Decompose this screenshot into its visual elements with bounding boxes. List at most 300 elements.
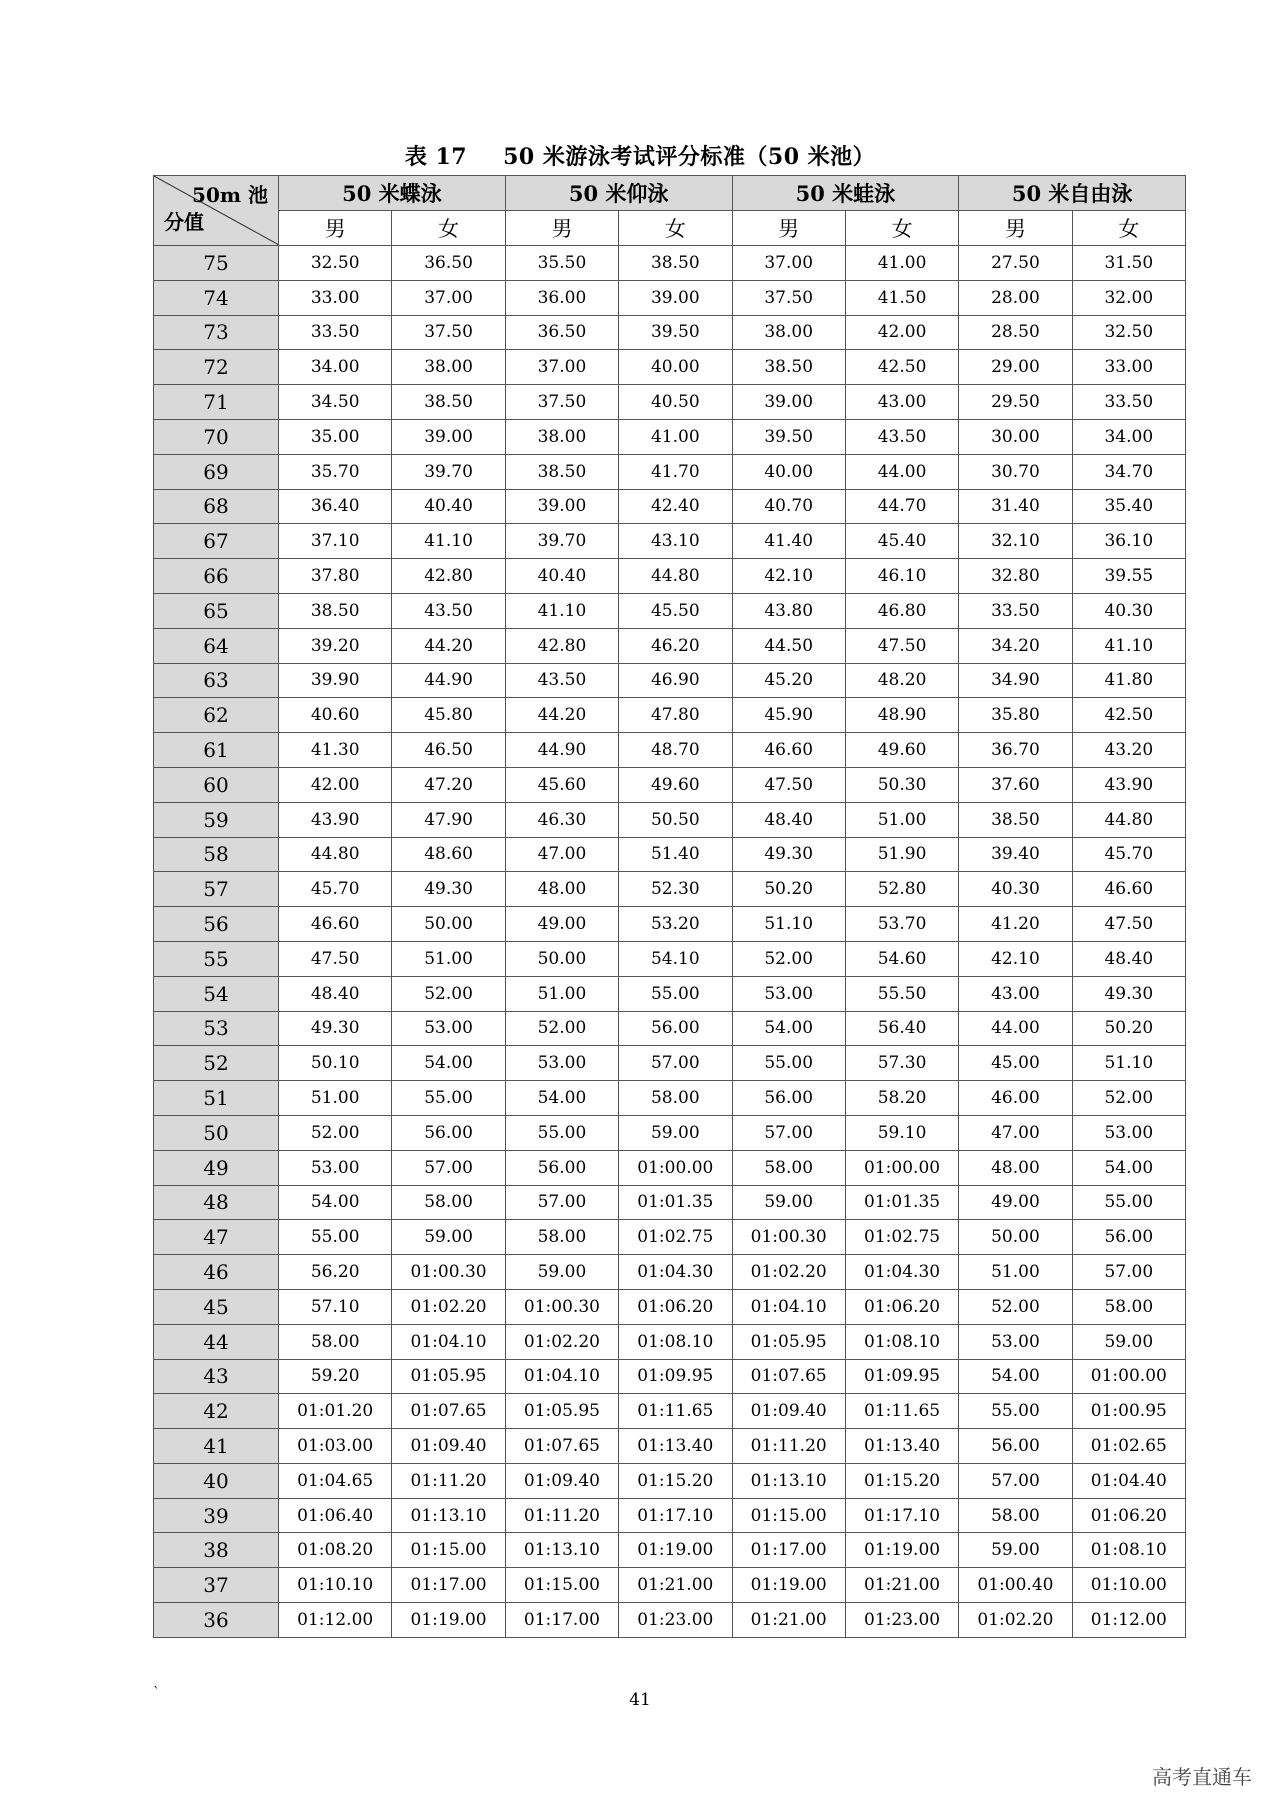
- score-cell: 44: [154, 1324, 279, 1359]
- time-cell: 44.20: [505, 698, 618, 733]
- time-cell: 01:17.00: [392, 1568, 505, 1603]
- time-cell: 54.00: [1072, 1150, 1185, 1185]
- time-cell: 32.50: [279, 246, 392, 281]
- time-cell: 01:11.20: [505, 1498, 618, 1533]
- time-cell: 30.00: [959, 419, 1072, 454]
- time-cell: 52.30: [619, 872, 732, 907]
- time-cell: 48.90: [845, 698, 958, 733]
- time-cell: 47.80: [619, 698, 732, 733]
- time-cell: 43.90: [279, 802, 392, 837]
- time-cell: 01:11.65: [619, 1394, 732, 1429]
- time-cell: 43.00: [845, 385, 958, 420]
- time-cell: 57.00: [732, 1115, 845, 1150]
- time-cell: 45.70: [279, 872, 392, 907]
- time-cell: 42.80: [505, 628, 618, 663]
- table-row: [154, 663, 1186, 698]
- time-cell: 39.00: [392, 419, 505, 454]
- time-cell: 36.40: [279, 489, 392, 524]
- time-cell: 01:04.30: [619, 1255, 732, 1290]
- scoring-table: [153, 175, 1186, 1638]
- time-cell: 56.00: [959, 1429, 1072, 1464]
- time-cell: 01:13.10: [732, 1463, 845, 1498]
- time-cell: 01:02.75: [845, 1220, 958, 1255]
- table-row: [154, 1046, 1186, 1081]
- time-cell: 01:03.00: [279, 1429, 392, 1464]
- time-cell: 32.10: [959, 524, 1072, 559]
- time-cell: 37.80: [279, 559, 392, 594]
- time-cell: 34.20: [959, 628, 1072, 663]
- score-cell: 65: [154, 593, 279, 628]
- score-cell: 42: [154, 1394, 279, 1429]
- score-cell: 56: [154, 907, 279, 942]
- time-cell: 01:01.35: [619, 1185, 732, 1220]
- time-cell: 48.70: [619, 733, 732, 768]
- time-cell: 43.00: [959, 976, 1072, 1011]
- time-cell: 50.10: [279, 1046, 392, 1081]
- time-cell: 51.00: [845, 802, 958, 837]
- time-cell: 58.00: [505, 1220, 618, 1255]
- table-row: [154, 1150, 1186, 1185]
- time-cell: 40.30: [959, 872, 1072, 907]
- group-breaststroke: 50 米蛙泳: [732, 176, 959, 211]
- time-cell: 35.00: [279, 419, 392, 454]
- time-cell: 43.90: [1072, 767, 1185, 802]
- table-row: [154, 1185, 1186, 1220]
- table-row: [154, 280, 1186, 315]
- header-row-groups: [154, 176, 1186, 211]
- time-cell: 40.70: [732, 489, 845, 524]
- time-cell: 54.00: [959, 1359, 1072, 1394]
- time-cell: 57.30: [845, 1046, 958, 1081]
- time-cell: 37.10: [279, 524, 392, 559]
- score-cell: 41: [154, 1429, 279, 1464]
- time-cell: 44.00: [959, 1011, 1072, 1046]
- time-cell: 01:09.95: [845, 1359, 958, 1394]
- time-cell: 55.00: [732, 1046, 845, 1081]
- time-cell: 38.00: [392, 350, 505, 385]
- time-cell: 01:10.00: [1072, 1568, 1185, 1603]
- time-cell: 01:02.65: [1072, 1429, 1185, 1464]
- time-cell: 56.00: [732, 1081, 845, 1116]
- time-cell: 41.20: [959, 907, 1072, 942]
- score-cell: 36: [154, 1603, 279, 1638]
- footer-mark: `: [153, 1685, 160, 1701]
- time-cell: 36.50: [505, 315, 618, 350]
- time-cell: 01:19.00: [845, 1533, 958, 1568]
- time-cell: 52.00: [732, 941, 845, 976]
- time-cell: 44.70: [845, 489, 958, 524]
- time-cell: 46.60: [279, 907, 392, 942]
- time-cell: 29.50: [959, 385, 1072, 420]
- time-cell: 01:15.00: [392, 1533, 505, 1568]
- watermark: 高考直通车: [1152, 1765, 1252, 1789]
- time-cell: 41.30: [279, 733, 392, 768]
- time-cell: 57.10: [279, 1289, 392, 1324]
- table-row: [154, 350, 1186, 385]
- time-cell: 50.00: [959, 1220, 1072, 1255]
- time-cell: 41.10: [505, 593, 618, 628]
- time-cell: 42.50: [1072, 698, 1185, 733]
- time-cell: 01:11.20: [732, 1429, 845, 1464]
- time-cell: 39.00: [505, 489, 618, 524]
- time-cell: 37.60: [959, 767, 1072, 802]
- time-cell: 59.00: [392, 1220, 505, 1255]
- table-row: [154, 315, 1186, 350]
- time-cell: 01:10.10: [279, 1568, 392, 1603]
- table-row: [154, 1220, 1186, 1255]
- time-cell: 01:00.00: [619, 1150, 732, 1185]
- time-cell: 55.00: [279, 1220, 392, 1255]
- time-cell: 52.00: [505, 1011, 618, 1046]
- time-cell: 01:05.95: [732, 1324, 845, 1359]
- table-row: [154, 733, 1186, 768]
- time-cell: 01:00.00: [1072, 1359, 1185, 1394]
- time-cell: 44.90: [392, 663, 505, 698]
- sex-header: 男: [279, 211, 392, 246]
- header-row-sex: [154, 211, 1186, 246]
- time-cell: 39.40: [959, 837, 1072, 872]
- time-cell: 01:17.00: [732, 1533, 845, 1568]
- time-cell: 01:13.40: [845, 1429, 958, 1464]
- table-title: [0, 140, 1280, 171]
- time-cell: 51.00: [279, 1081, 392, 1116]
- time-cell: 28.50: [959, 315, 1072, 350]
- time-cell: 34.00: [1072, 419, 1185, 454]
- time-cell: 37.00: [732, 246, 845, 281]
- sex-header: 女: [619, 211, 732, 246]
- table-row: [154, 1255, 1186, 1290]
- time-cell: 40.40: [505, 559, 618, 594]
- table-row: [154, 593, 1186, 628]
- time-cell: 45.20: [732, 663, 845, 698]
- time-cell: 40.00: [732, 454, 845, 489]
- time-cell: 01:00.00: [845, 1150, 958, 1185]
- table-row: [154, 698, 1186, 733]
- time-cell: 59.00: [1072, 1324, 1185, 1359]
- time-cell: 38.50: [505, 454, 618, 489]
- time-cell: 41.70: [619, 454, 732, 489]
- time-cell: 38.50: [392, 385, 505, 420]
- score-cell: 47: [154, 1220, 279, 1255]
- time-cell: 45.00: [959, 1046, 1072, 1081]
- time-cell: 01:09.40: [732, 1394, 845, 1429]
- table-row: [154, 802, 1186, 837]
- table-row: [154, 1568, 1186, 1603]
- table-row: [154, 872, 1186, 907]
- time-cell: 01:23.00: [619, 1603, 732, 1638]
- time-cell: 50.20: [732, 872, 845, 907]
- time-cell: 59.20: [279, 1359, 392, 1394]
- time-cell: 33.50: [1072, 385, 1185, 420]
- time-cell: 46.20: [619, 628, 732, 663]
- time-cell: 52.00: [959, 1289, 1072, 1324]
- time-cell: 44.80: [279, 837, 392, 872]
- time-cell: 42.80: [392, 559, 505, 594]
- time-cell: 45.50: [619, 593, 732, 628]
- sex-header: 女: [845, 211, 958, 246]
- time-cell: 01:05.95: [392, 1359, 505, 1394]
- time-cell: 01:21.00: [619, 1568, 732, 1603]
- time-cell: 56.00: [505, 1150, 618, 1185]
- score-cell: 72: [154, 350, 279, 385]
- time-cell: 32.80: [959, 559, 1072, 594]
- table-row: [154, 1359, 1186, 1394]
- time-cell: 35.80: [959, 698, 1072, 733]
- time-cell: 01:15.20: [619, 1463, 732, 1498]
- time-cell: 01:15.00: [732, 1498, 845, 1533]
- time-cell: 47.50: [1072, 907, 1185, 942]
- score-cell: 58: [154, 837, 279, 872]
- time-cell: 29.00: [959, 350, 1072, 385]
- time-cell: 41.40: [732, 524, 845, 559]
- time-cell: 59.00: [619, 1115, 732, 1150]
- time-cell: 48.40: [1072, 941, 1185, 976]
- time-cell: 49.30: [1072, 976, 1185, 1011]
- time-cell: 42.10: [959, 941, 1072, 976]
- time-cell: 01:04.65: [279, 1463, 392, 1498]
- time-cell: 36.00: [505, 280, 618, 315]
- time-cell: 34.70: [1072, 454, 1185, 489]
- time-cell: 31.50: [1072, 246, 1185, 281]
- time-cell: 58.00: [392, 1185, 505, 1220]
- time-cell: 01:13.10: [392, 1498, 505, 1533]
- time-cell: 01:09.40: [392, 1429, 505, 1464]
- time-cell: 53.70: [845, 907, 958, 942]
- score-cell: 68: [154, 489, 279, 524]
- time-cell: 51.10: [732, 907, 845, 942]
- time-cell: 48.40: [279, 976, 392, 1011]
- time-cell: 01:19.00: [619, 1533, 732, 1568]
- score-cell: 52: [154, 1046, 279, 1081]
- time-cell: 01:08.10: [1072, 1533, 1185, 1568]
- time-cell: 51.10: [1072, 1046, 1185, 1081]
- time-cell: 37.50: [505, 385, 618, 420]
- time-cell: 43.20: [1072, 733, 1185, 768]
- time-cell: 43.50: [392, 593, 505, 628]
- time-cell: 01:06.40: [279, 1498, 392, 1533]
- time-cell: 46.10: [845, 559, 958, 594]
- time-cell: 40.50: [619, 385, 732, 420]
- time-cell: 57.00: [619, 1046, 732, 1081]
- time-cell: 40.40: [392, 489, 505, 524]
- score-cell: 45: [154, 1289, 279, 1324]
- score-cell: 50: [154, 1115, 279, 1150]
- time-cell: 48.00: [505, 872, 618, 907]
- score-cell: 55: [154, 941, 279, 976]
- time-cell: 35.50: [505, 246, 618, 281]
- time-cell: 53.00: [392, 1011, 505, 1046]
- time-cell: 52.00: [279, 1115, 392, 1150]
- table-row: [154, 976, 1186, 1011]
- time-cell: 59.00: [732, 1185, 845, 1220]
- time-cell: 38.50: [732, 350, 845, 385]
- time-cell: 53.00: [279, 1150, 392, 1185]
- time-cell: 42.00: [279, 767, 392, 802]
- time-cell: 55.00: [1072, 1185, 1185, 1220]
- time-cell: 35.70: [279, 454, 392, 489]
- time-cell: 49.00: [959, 1185, 1072, 1220]
- sex-header: 女: [392, 211, 505, 246]
- time-cell: 51.00: [392, 941, 505, 976]
- sex-header: 男: [505, 211, 618, 246]
- time-cell: 47.50: [845, 628, 958, 663]
- time-cell: 30.70: [959, 454, 1072, 489]
- time-cell: 01:17.00: [505, 1603, 618, 1638]
- time-cell: 58.20: [845, 1081, 958, 1116]
- time-cell: 34.50: [279, 385, 392, 420]
- time-cell: 58.00: [959, 1498, 1072, 1533]
- time-cell: 54.00: [732, 1011, 845, 1046]
- time-cell: 01:17.10: [845, 1498, 958, 1533]
- time-cell: 49.00: [505, 907, 618, 942]
- time-cell: 38.50: [959, 802, 1072, 837]
- time-cell: 54.00: [505, 1081, 618, 1116]
- time-cell: 55.00: [392, 1081, 505, 1116]
- time-cell: 01:02.20: [392, 1289, 505, 1324]
- time-cell: 47.20: [392, 767, 505, 802]
- score-cell: 43: [154, 1359, 279, 1394]
- time-cell: 01:19.00: [392, 1603, 505, 1638]
- time-cell: 01:11.65: [845, 1394, 958, 1429]
- time-cell: 43.10: [619, 524, 732, 559]
- time-cell: 47.50: [279, 941, 392, 976]
- time-cell: 01:00.30: [392, 1255, 505, 1290]
- time-cell: 01:21.00: [845, 1568, 958, 1603]
- time-cell: 46.60: [1072, 872, 1185, 907]
- time-cell: 51.90: [845, 837, 958, 872]
- time-cell: 56.20: [279, 1255, 392, 1290]
- corner-pool-label: 50m 池: [192, 183, 268, 207]
- time-cell: 48.60: [392, 837, 505, 872]
- time-cell: 38.50: [279, 593, 392, 628]
- time-cell: 01:07.65: [392, 1394, 505, 1429]
- time-cell: 56.00: [1072, 1220, 1185, 1255]
- time-cell: 50.00: [392, 907, 505, 942]
- time-cell: 59.00: [959, 1533, 1072, 1568]
- time-cell: 01:00.30: [732, 1220, 845, 1255]
- time-cell: 41.10: [392, 524, 505, 559]
- time-cell: 53.20: [619, 907, 732, 942]
- table-row: [154, 941, 1186, 976]
- time-cell: 57.00: [392, 1150, 505, 1185]
- time-cell: 42.10: [732, 559, 845, 594]
- time-cell: 49.60: [845, 733, 958, 768]
- time-cell: 01:19.00: [732, 1568, 845, 1603]
- time-cell: 37.00: [505, 350, 618, 385]
- time-cell: 53.00: [732, 976, 845, 1011]
- time-cell: 53.00: [505, 1046, 618, 1081]
- time-cell: 44.00: [845, 454, 958, 489]
- table-row: [154, 1011, 1186, 1046]
- time-cell: 37.50: [392, 315, 505, 350]
- time-cell: 01:04.10: [392, 1324, 505, 1359]
- score-cell: 57: [154, 872, 279, 907]
- time-cell: 36.50: [392, 246, 505, 281]
- table-body: [154, 246, 1186, 1638]
- table-row: [154, 1603, 1186, 1638]
- time-cell: 58.00: [619, 1081, 732, 1116]
- time-cell: 01:09.40: [505, 1463, 618, 1498]
- time-cell: 41.50: [845, 280, 958, 315]
- time-cell: 44.80: [1072, 802, 1185, 837]
- score-cell: 71: [154, 385, 279, 420]
- table-title-text: 50 米游泳考试评分标准（50 米池）: [503, 144, 876, 170]
- time-cell: 39.50: [619, 315, 732, 350]
- time-cell: 34.00: [279, 350, 392, 385]
- time-cell: 01:02.20: [505, 1324, 618, 1359]
- time-cell: 38.00: [505, 419, 618, 454]
- table-row: [154, 767, 1186, 802]
- time-cell: 44.50: [732, 628, 845, 663]
- group-freestyle: 50 米自由泳: [959, 176, 1186, 211]
- time-cell: 47.90: [392, 802, 505, 837]
- time-cell: 31.40: [959, 489, 1072, 524]
- time-cell: 49.30: [279, 1011, 392, 1046]
- table-row: [154, 1115, 1186, 1150]
- time-cell: 01:23.00: [845, 1603, 958, 1638]
- table-row: [154, 1463, 1186, 1498]
- time-cell: 59.10: [845, 1115, 958, 1150]
- time-cell: 44.90: [505, 733, 618, 768]
- time-cell: 01:04.40: [1072, 1463, 1185, 1498]
- time-cell: 53.00: [1072, 1115, 1185, 1150]
- time-cell: 45.70: [1072, 837, 1185, 872]
- time-cell: 58.00: [1072, 1289, 1185, 1324]
- table-row: [154, 1533, 1186, 1568]
- sex-header: 女: [1072, 211, 1185, 246]
- time-cell: 01:08.10: [845, 1324, 958, 1359]
- time-cell: 01:05.95: [505, 1394, 618, 1429]
- time-cell: 01:01.35: [845, 1185, 958, 1220]
- time-cell: 47.00: [505, 837, 618, 872]
- time-cell: 39.70: [505, 524, 618, 559]
- score-cell: 74: [154, 280, 279, 315]
- time-cell: 55.50: [845, 976, 958, 1011]
- time-cell: 01:06.20: [845, 1289, 958, 1324]
- time-cell: 49.60: [619, 767, 732, 802]
- time-cell: 42.50: [845, 350, 958, 385]
- table-row: [154, 1324, 1186, 1359]
- time-cell: 41.10: [1072, 628, 1185, 663]
- group-backstroke: 50 米仰泳: [505, 176, 732, 211]
- score-cell: 59: [154, 802, 279, 837]
- table-row: [154, 1429, 1186, 1464]
- time-cell: 43.50: [845, 419, 958, 454]
- time-cell: 38.00: [732, 315, 845, 350]
- sex-header: 男: [959, 211, 1072, 246]
- time-cell: 01:07.65: [732, 1359, 845, 1394]
- time-cell: 55.00: [959, 1394, 1072, 1429]
- time-cell: 57.00: [505, 1185, 618, 1220]
- time-cell: 44.20: [392, 628, 505, 663]
- table-row: [154, 1081, 1186, 1116]
- score-cell: 54: [154, 976, 279, 1011]
- time-cell: 40.00: [619, 350, 732, 385]
- table-number: 表 17: [404, 144, 468, 170]
- time-cell: 48.20: [845, 663, 958, 698]
- time-cell: 33.50: [279, 315, 392, 350]
- time-cell: 37.00: [392, 280, 505, 315]
- time-cell: 45.60: [505, 767, 618, 802]
- time-cell: 01:01.20: [279, 1394, 392, 1429]
- time-cell: 01:11.20: [392, 1463, 505, 1498]
- score-cell: 61: [154, 733, 279, 768]
- time-cell: 45.80: [392, 698, 505, 733]
- time-cell: 01:04.30: [845, 1255, 958, 1290]
- time-cell: 42.00: [845, 315, 958, 350]
- score-cell: 49: [154, 1150, 279, 1185]
- score-cell: 48: [154, 1185, 279, 1220]
